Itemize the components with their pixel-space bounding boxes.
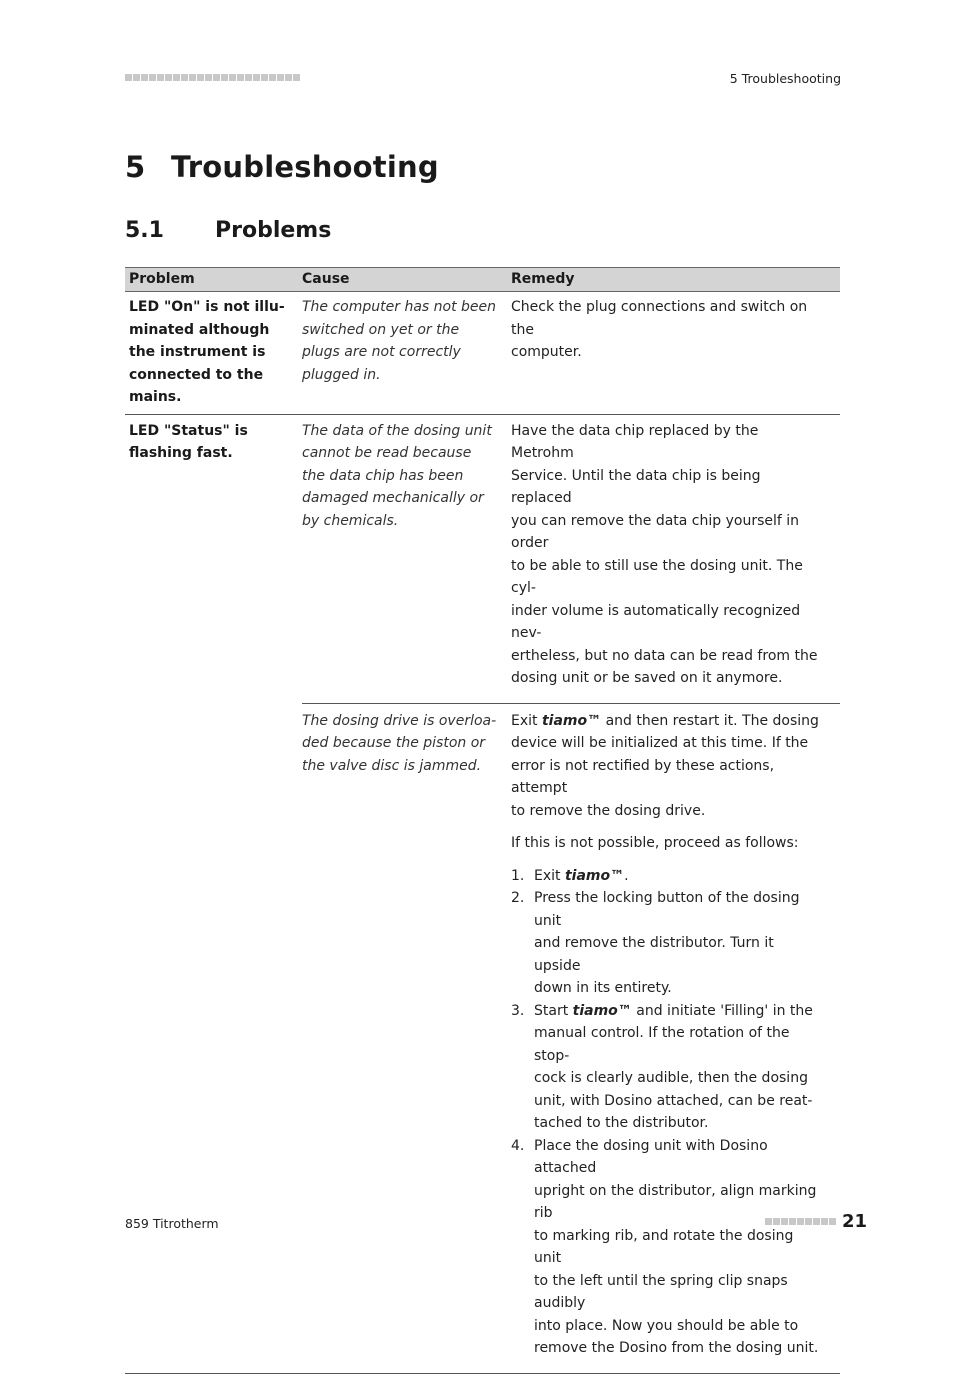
remedy-line: device will be initialized at this time. If the [511,735,809,751]
table-row [125,292,840,415]
table-header [125,267,840,292]
remedy-cell [507,296,840,409]
cause-line: the valve disc is jammed. [302,757,482,774]
step-line: down in its entirety. [534,980,672,996]
list-item [511,865,820,888]
header-decoration [125,74,300,81]
remedy-line: to be able to still use the dosing unit. The cyl- [511,557,803,596]
footer-product-name: 859 Titrotherm [125,1216,219,1231]
step-line: manual control. If the rotation of the stop- [534,1025,790,1064]
table-row [125,415,840,1374]
cause-line: ded because the piston or [302,735,486,751]
problems-table [125,267,840,1374]
product-name: tiamo™ [572,1002,632,1019]
problem-cell [125,296,302,409]
step-line: cock is clearly audible, then the dosing [534,1070,808,1086]
cause-line: plugs are not correctly [302,344,461,360]
cause-line: The dosing drive is overloa- [302,712,497,729]
product-name: tiamo™ [564,867,625,884]
cause-cell [302,710,507,1360]
remedy-cell [507,420,840,690]
cause-line: the data chip has been [302,467,464,484]
remedy-line: Have the data chip replaced by the Metrohm [511,422,759,461]
remedy-line: Service. Until the data chip is being replaced [511,467,761,506]
chapter-number: 5 [125,150,146,184]
header-problem: Problem [129,271,195,288]
remedy-text: and then restart it. The dosing [601,712,819,729]
cause-remedy-group [302,415,840,1373]
remedy-line: dosing unit or be saved on it anymore. [511,670,783,686]
remedy-line: you can remove the data chip yourself in order [511,512,800,551]
problem-line: the instrument is [129,344,266,360]
cause-line: plugged in. [302,366,381,383]
footer-decoration [765,1218,836,1225]
remedy-line: computer. [511,344,582,360]
list-item [511,887,820,1000]
cause-cell [302,296,507,409]
remedy-line: error is not rectified by these actions, attempt [511,757,775,796]
step-text [534,887,820,1000]
header-cause: Cause [302,271,350,288]
step-text [534,1000,820,1135]
problem-line: connected to the [129,366,264,383]
step-text [534,865,820,888]
list-item [511,1135,820,1360]
remedy-line [511,710,820,733]
step-line [534,1000,820,1023]
step-line: remove the Dosino from the dosing unit. [534,1340,819,1356]
cause-line: by chemicals. [302,512,399,529]
steps-list [511,865,820,1360]
product-name: tiamo™ [541,712,602,729]
remedy-line: to remove the dosing drive. [511,802,706,819]
footer-page [765,1211,867,1232]
step-line: to the left until the spring clip snaps audibly [534,1272,788,1311]
step-text-part: and initiate 'Filling' in the [631,1002,813,1019]
step-number: 3. [511,1002,525,1019]
problem-line: mains. [129,389,182,405]
cause-line: The data of the dosing unit [302,422,492,439]
section-title-text: Problems [215,218,332,243]
page-number: 21 [841,1211,867,1232]
problem-line: flashing fast. [129,445,233,461]
problem-line: LED "Status" is [129,422,248,439]
step-line: upright on the distributor, align marking rib [534,1182,817,1221]
sub-row [302,415,840,704]
header-remedy: Remedy [511,271,575,288]
step-line: Press the locking button of the dosing unit [534,890,800,929]
remedy-paragraph: If this is not possible, proceed as follows: [511,835,799,851]
cause-line: damaged mechanically or [302,490,484,506]
chapter-title [125,150,439,184]
section-title [125,218,331,243]
step-number: 1. [511,867,525,884]
step-line: to marking rib, and rotate the dosing unit [534,1227,794,1266]
step-line: and remove the distributor. Turn it upside [534,935,774,974]
remedy-text: Exit [511,712,542,729]
step-text [534,1135,820,1360]
list-item [511,1000,820,1135]
cause-line: The computer has not been [302,299,497,315]
remedy-line: inder volume is automatically recognized nev- [511,602,801,641]
remedy-line: Check the plug connections and switch on the [511,299,808,338]
running-header: 5 Troubleshooting [729,71,841,86]
cause-line: cannot be read because [302,445,472,461]
section-number: 5.1 [125,218,164,243]
step-text-part: . [624,867,629,884]
chapter-title-text: Troubleshooting [171,150,439,184]
step-line: tached to the distributor. [534,1115,709,1131]
remedy-cell [507,710,840,1360]
step-line: Place the dosing unit with Dosino attached [534,1137,768,1176]
step-text-part: Start [534,1002,573,1019]
step-line: unit, with Dosino attached, can be reat- [534,1092,813,1109]
step-text-part: Exit [534,867,565,884]
step-line: into place. Now you should be able to [534,1317,799,1334]
step-number: 4. [511,1137,525,1154]
sub-row [302,704,840,1373]
problem-line: minated although [129,321,270,338]
cause-line: switched on yet or the [302,321,460,338]
remedy-line: ertheless, but no data can be read from the [511,647,818,664]
step-number: 2. [511,890,525,906]
problem-line: LED "On" is not illu- [129,299,285,315]
cause-cell [302,420,507,690]
